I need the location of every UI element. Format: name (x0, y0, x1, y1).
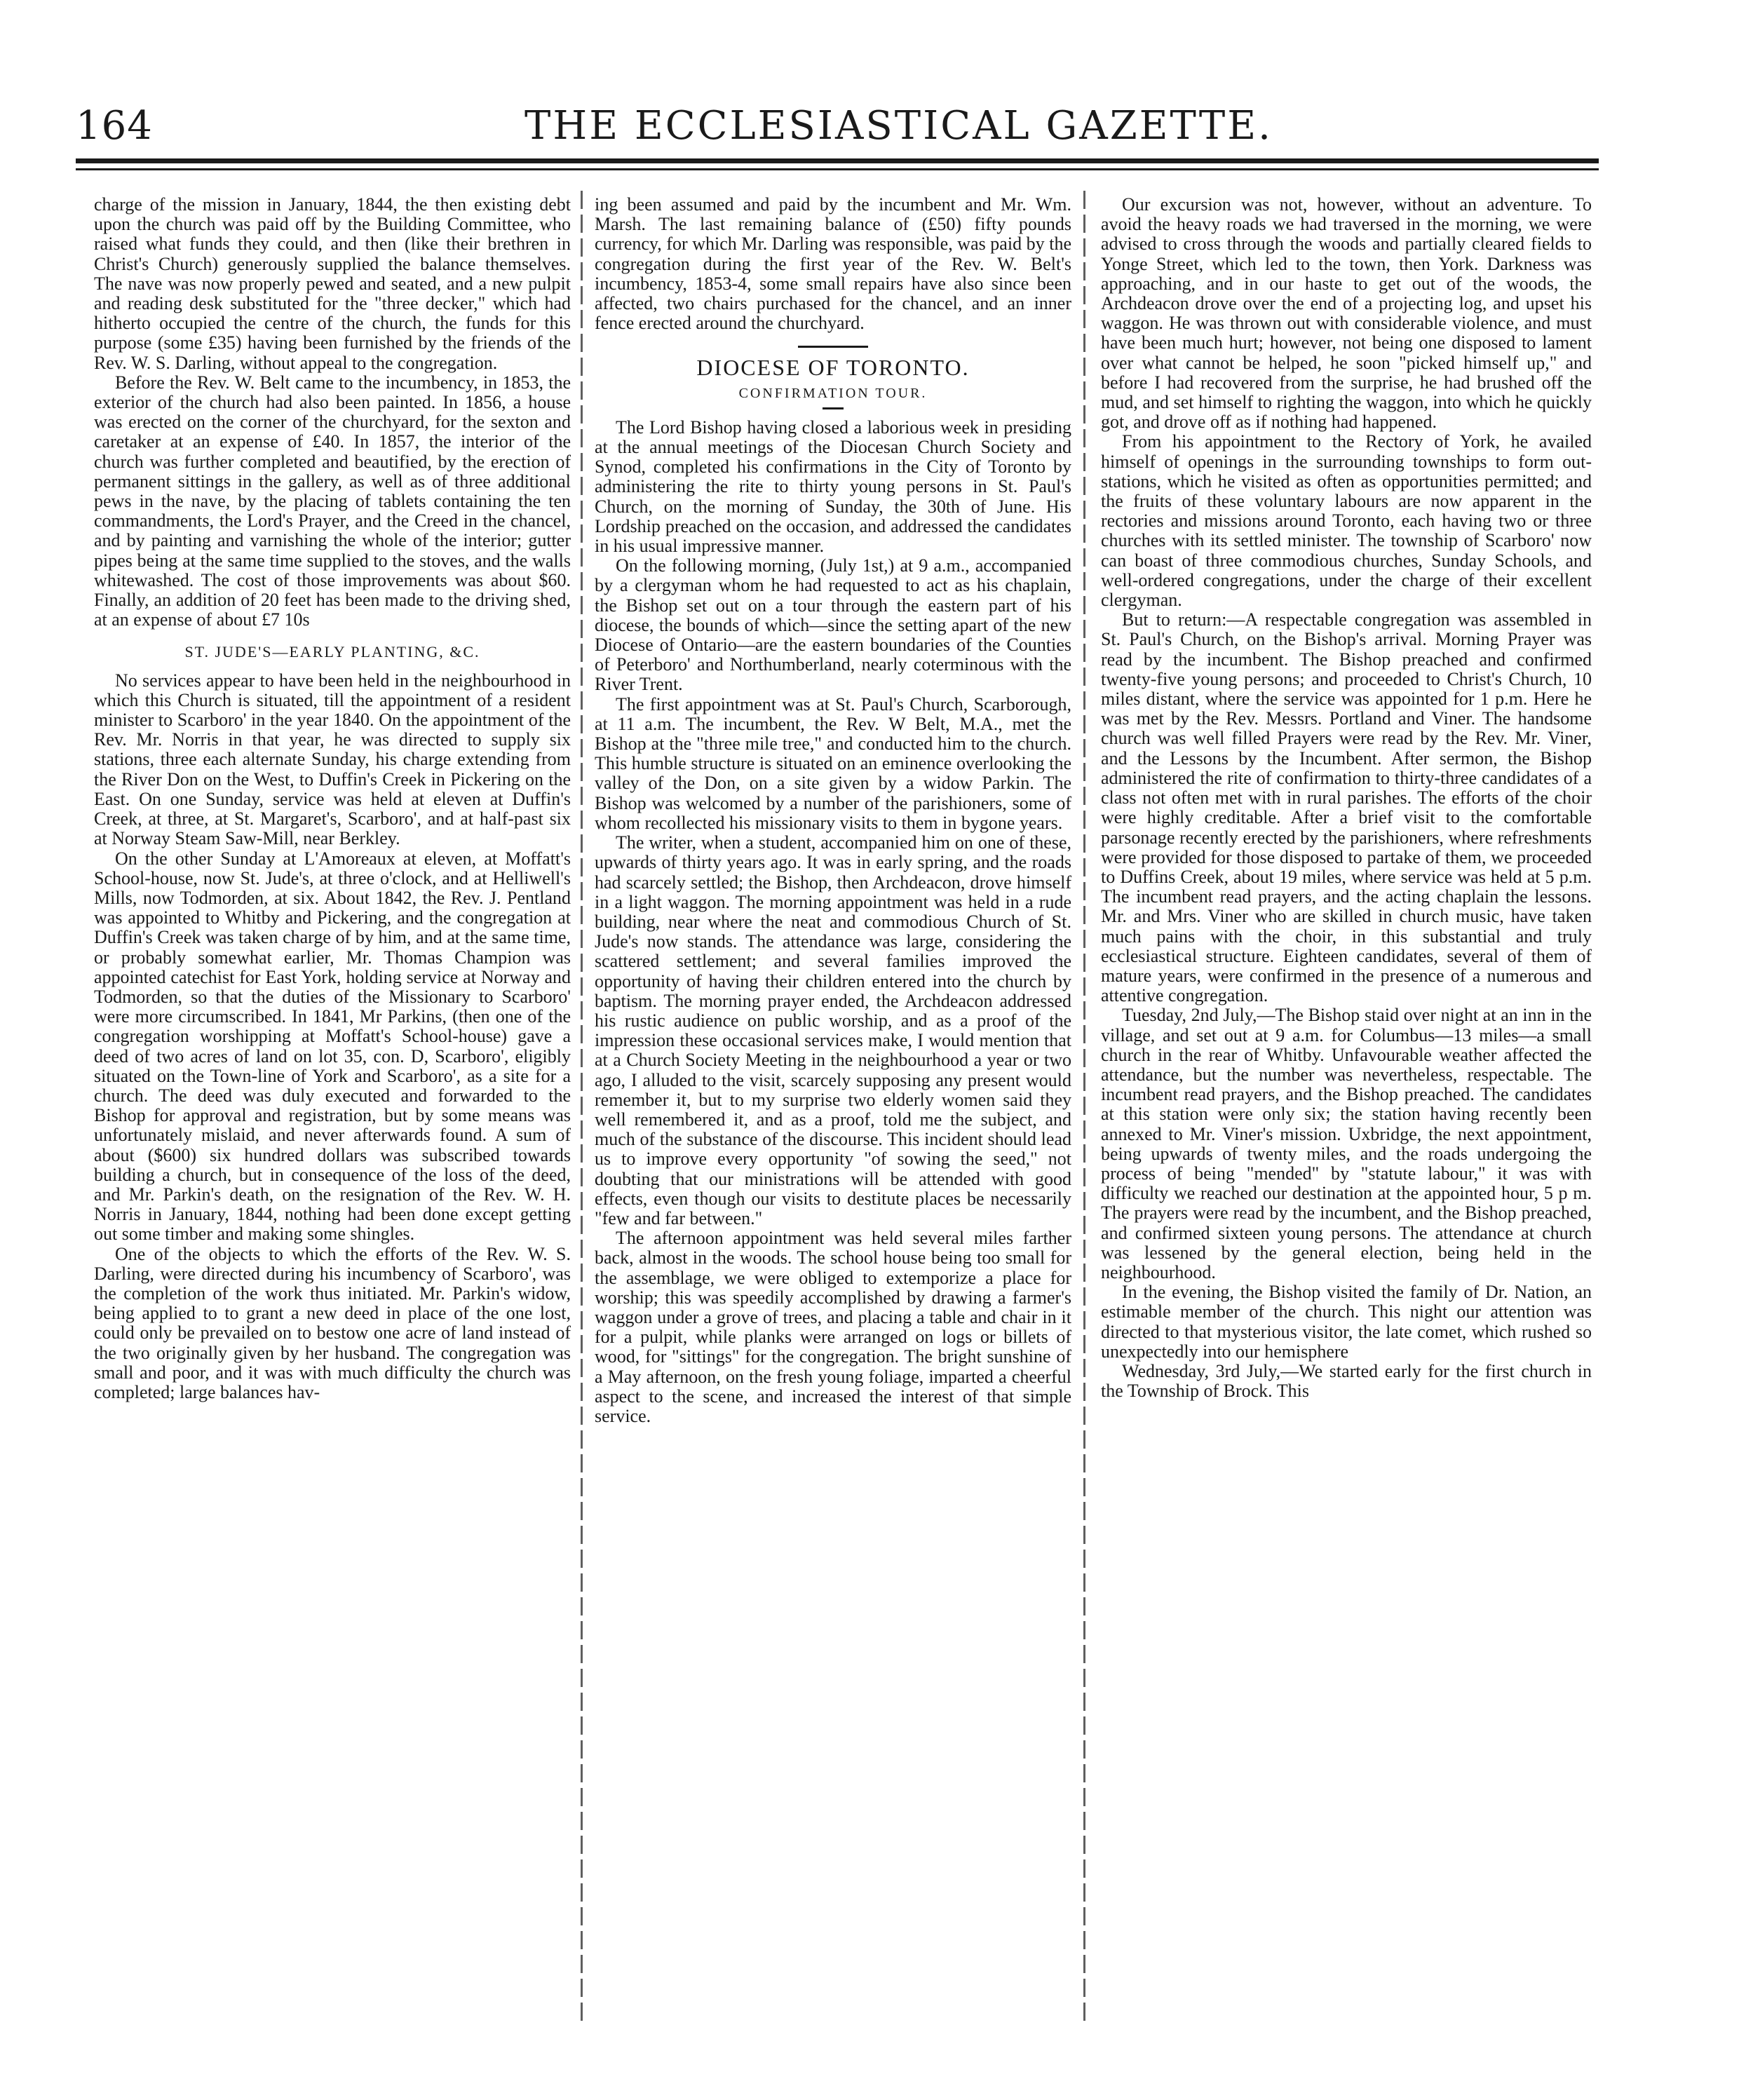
section-heading: ST. JUDE'S—EARLY PLANTING, &C. (184, 643, 480, 661)
paragraph: One of the objects to which the efforts of the Rev. W. S. Darling, were directed during his incumbency of Scarboro', was the completion of the work thus initiated. Mr. Parkin's widow, being applied to to grant a new deed in place of the one lost, could only be prevailed on to bestow one acre of land instead of the two originally given by her husband. The congregation was small and poor, and it was with much difficulty the church was completed; large balances hav- (94, 1243, 571, 1402)
paragraph: The Lord Bishop having closed a laborious week in presiding at the annual meetings of the Diocesan Church Society and Synod, completed his confirmations in the City of Toronto by administering the rite to thirty young persons in St. Paul's Church, on the morning of Sunday, the 30th of June. His Lordship preached on the occasion, and addressed the candidates in his usual impressive manner. (595, 416, 1071, 557)
column-divider (581, 191, 583, 2021)
publication-title: THE ECCLESIASTICAL GAZETTE. (525, 103, 1273, 149)
paragraph: On the other Sunday at L'Amoreaux at eleven, at Moffatt's School-house, now St. Jude's, at three o'clock, and at Helliwell's Mills, now Todmorden, at six. About 1842, the Rev. J. Pentland was appointed to Whitby and Pickering, and the congregation at Duffin's Creek was taken charge of by him, and at the same time, or probably somewhat earlier, Mr. Thomas Champion was appointed catechist for East York, holding service at Norway and Todmorden, so that the duties of the Missionary to Scarboro' were more circumscribed. In 1841, Mr Parkins, (then one of the congregation worshipping at Moffatt's School-house) gave a deed of two acres of land on lot 35, con. D, Scarboro', eligibly situated on the Town-line of York and Scarboro', as a site for a church. The deed was duly executed and forwarded to the Bishop for approval and registration, but by some means was unfortunately mislaid, and never afterwards found. A sum of about ($600) six hundred dollars was subscribed towards building a church, but in consequence of the loss of the deed, and Mr. Parkin's death, on the resignation of the Rev. W. H. Norris in January, 1844, nothing had been done except getting out some timber and making some shingles. (94, 848, 571, 1245)
paragraph: The writer, when a student, accompanied him on one of these, upwards of thirty years ago. It was in early spring, and the roads had scarcely settled; the Bishop, then Archdeacon, drove himself in a light waggon. The morning appointment was held in a rude building, near where the neat and commodious Church of St. Jude's now stands. The attendance was large, considering the scattered settlement; and several families improved the opportunity of having their children entered into the church by baptism. The morning prayer ended, the Archdeacon addressed his rustic audience on public worship, and as a proof of the impression these occasional services make, I would mention that at a Church Society Meeting in the neighbourhood a year or two ago, I alluded to the visit, scarcely supposing any present would remember it, but to my surprise two elderly women said they well remembered it, and as a proof, told me the subject, and much of the substance of the discourse. This incident should lead us to improve every opportunity "of sowing the seed," not doubting that our ministrations will be attended with good effects, even though our visits to destitute places be necessarily "few and far between." (595, 832, 1071, 1228)
paragraph: Wednesday, 3rd July,—We started early for the first church in the Township of Brock. This (1101, 1360, 1592, 1402)
page-header (76, 104, 1599, 153)
paragraph: On the following morning, (July 1st,) at 9 a.m., accompanied by a clergyman whom he had requested to act as his chaplain, the Bishop set out on a tour through the eastern part of his diocese, the bounds of which—since the setting apart of the new Diocese of Ontario—are the eastern boundaries of the Counties of Peterboro' and Northumberland, nearly coterminous with the River Trent. (595, 555, 1071, 695)
paragraph: The first appointment was at St. Paul's Church, Scarborough, at 11 a.m. The incumbent, the Rev. W Belt, M.A., met the Bishop at the "three mile tree," and conducted him to the church. This humble structure is situated on an eminence overlooking the valley of the Don, on a site given by a widow Parkin. The Bishop was welcomed by a number of the parishioners, some of whom recollected his missionary visits to them in bygone years. (595, 693, 1071, 833)
section-rule (798, 346, 868, 348)
paragraph: ing been assumed and paid by the incumbent and Mr. Wm. Marsh. The last remaining balance of (£50) fifty pounds currency, for which Mr. Darling was responsible, was paid by the congregation during the first year of the Rev. W. Belt's incumbency, 1853-4, some small repairs have also since been affected, two chairs purchased for the chancel, and an inner fence erected around the churchyard. (595, 195, 1071, 334)
text-column-middle (595, 195, 1071, 2018)
paragraph: In the evening, the Bishop visited the family of Dr. Nation, an estimable member of the church. This night our attention was directed to that mysterious visitor, the late comet, which rushed so unexpectedly into our hemisphere (1101, 1282, 1592, 1362)
column-divider (1083, 191, 1085, 2021)
paragraph: Before the Rev. W. Belt came to the incumbency, in 1853, the exterior of the church had also been painted. In 1856, a house was erected on the corner of the churchyard, for the sexton and caretaker at an expense of £40. In 1857, the interior of the church was further completed and beautified, by the erection of permanent sittings in the gallery, as well as of three additional pews in the nave, by the placing of tablets containing the ten commandments, the Lord's Prayer, and the Creed in the chancel, and by painting and varnishing the whole of the interior; gutter pipes being at the same time supplied to the stoves, and the walls whitewashed. The cost of those improvements was about $60. Finally, an addition of 20 feet has been made to the driving shed, at an expense of about £7 10s (94, 372, 571, 630)
header-rule-thick (76, 158, 1599, 163)
paragraph: From his appointment to the Rectory of York, he availed himself of openings in the surrounding townships to form out-stations, which he visited as often as opportunities permitted; and the fruits of these voluntary labours are now apparent in the rectories and missions around Toronto, each having two or three churches with its settled minister. The township of Scarboro' now can boast of three commodious churches, Sunday Schools, and well-ordered congregations, under the charge of their excellent clergyman. (1101, 431, 1592, 611)
paragraph: Tuesday, 2nd July,—The Bishop staid over night at an inn in the village, and set out at 9 a.m. for Columbus—13 miles—a small church in the rear of Whitby. Unfavourable weather affected the attendance, but the number was nevertheless, respectable. The incumbent read prayers, and the Bishop preached. The candidates at this station were only six; the station having recently been annexed to Mr. Viner's mission. Uxbridge, the next appointment, being upwards of twenty miles, and the roads undergoing the process of being "mended" by "statute labour," it was with difficulty we reached our destination at the appointed hour, 5 p m. The prayers were read by the incumbent, and the Bishop preached, and confirmed sixteen young persons. The attendance at church was lessened by the general election, being held in the neighbourhood. (1101, 1005, 1592, 1282)
paragraph: No services appear to have been held in the neighbourhood in which this Church is situated, till the appointment of a resident minister to Scarboro' in the year 1840. On the appointment of the Rev. Mr. Norris in that year, he was directed to supply six stations, three each alternate Sunday, his charge extending from the River Don on the West, to Duffin's Creek in Pickering on the East. On one Sunday, service was held at eleven at Duffin's Creek, at three, at St. Margaret's, Scarboro', and at half-past six at Norway Steam Saw-Mill, near Berkley. (94, 670, 571, 849)
paragraph: But to return:—A respectable congregation was assembled in St. Paul's Church, on the Bishop's arrival. Morning Prayer was read by the incumbent. The Bishop preached and confirmed twenty-five young persons; and proceeded to Christ's Church, 10 miles distant, where the service was appointed for 1 p.m. Here he was met by the Rev. Messrs. Portland and Viner. The handsome church was well filled Prayers were read by the Rev. Mr. Viner, and the Lessons by the Incumbent. After sermon, the Bishop administered the rite of confirmation to thirty-three candidates of a class not often met with in rural parishes. The efforts of the choir were highly creditable. After a brief visit to the comfortable parsonage recently erected by the parishioners, where refreshments were provided for those disposed to partake of them, we proceeded to Duffins Creek, about 19 miles, where service was held at 5 p.m. The incumbent read prayers, and the acting chaplain the lessons. Mr. and Mrs. Viner who are skilled in church music, have taken much pains with the choir, in this substantial and truly ecclesiastical structure. Eighteen candidates, several of them of mature years, were confirmed in the presence of a numerous and attentive congregation. (1101, 609, 1592, 1006)
text-column-right (1101, 195, 1592, 2018)
page-number: 164 (76, 103, 153, 149)
paragraph: The afternoon appointment was held several miles farther back, almost in the woods. The school house being too small for the assemblage, we were obliged to extemporize a place for worship; this was speedily accomplished by drawing a farmer's waggon under a grove of trees, and placing a table and chair in it for a pulpit, while planks were arranged on logs or billets of wood, for "sittings" for the congregation. The bright sunshine of a May afternoon, on the fresh young foliage, imparted a cheerful aspect to the scene, and increased the interest of that simple service. (595, 1228, 1071, 1426)
sub-heading: CONFIRMATION TOUR. (738, 385, 928, 401)
paragraph: Our excursion was not, however, without an adventure. To avoid the heavy roads we had traversed in the morning, we were advised to cross through the woods and partially cleared fields to Yonge Street, which led to the town, then York. Darkness was approaching, and in our haste to get out of the woods, the Archdeacon drove over the end of a projecting log, and upset his waggon. He was thrown out with considerable violence, and must have been much hurt; however, not being one disposed to lament over what cannot be helped, he soon "picked himself up," and before I had recovered from the surprise, he had brushed off the mud, and set himself to righting the waggon, into which he quickly got, and drove off as if nothing had happened. (1101, 195, 1592, 433)
paragraph: charge of the mission in January, 1844, the then existing debt upon the church was paid off by the Building Committee, who raised what funds they could, and then (like their brethren in Christ's Church) generously supplied the balance themselves. The nave was now properly pewed and seated, and a new pulpit and reading desk substituted for the "three decker," which had hitherto occupied the centre of the church, the funds for this purpose (some £35) having been furnished by the friends of the Rev. W. S. Darling, without appeal to the congregation. (94, 195, 571, 373)
text-column-left (94, 195, 571, 2018)
header-rule-thin (76, 168, 1599, 170)
sub-heading-rule (823, 407, 844, 409)
section-title: DIOCESE OF TORONTO. (696, 355, 970, 381)
